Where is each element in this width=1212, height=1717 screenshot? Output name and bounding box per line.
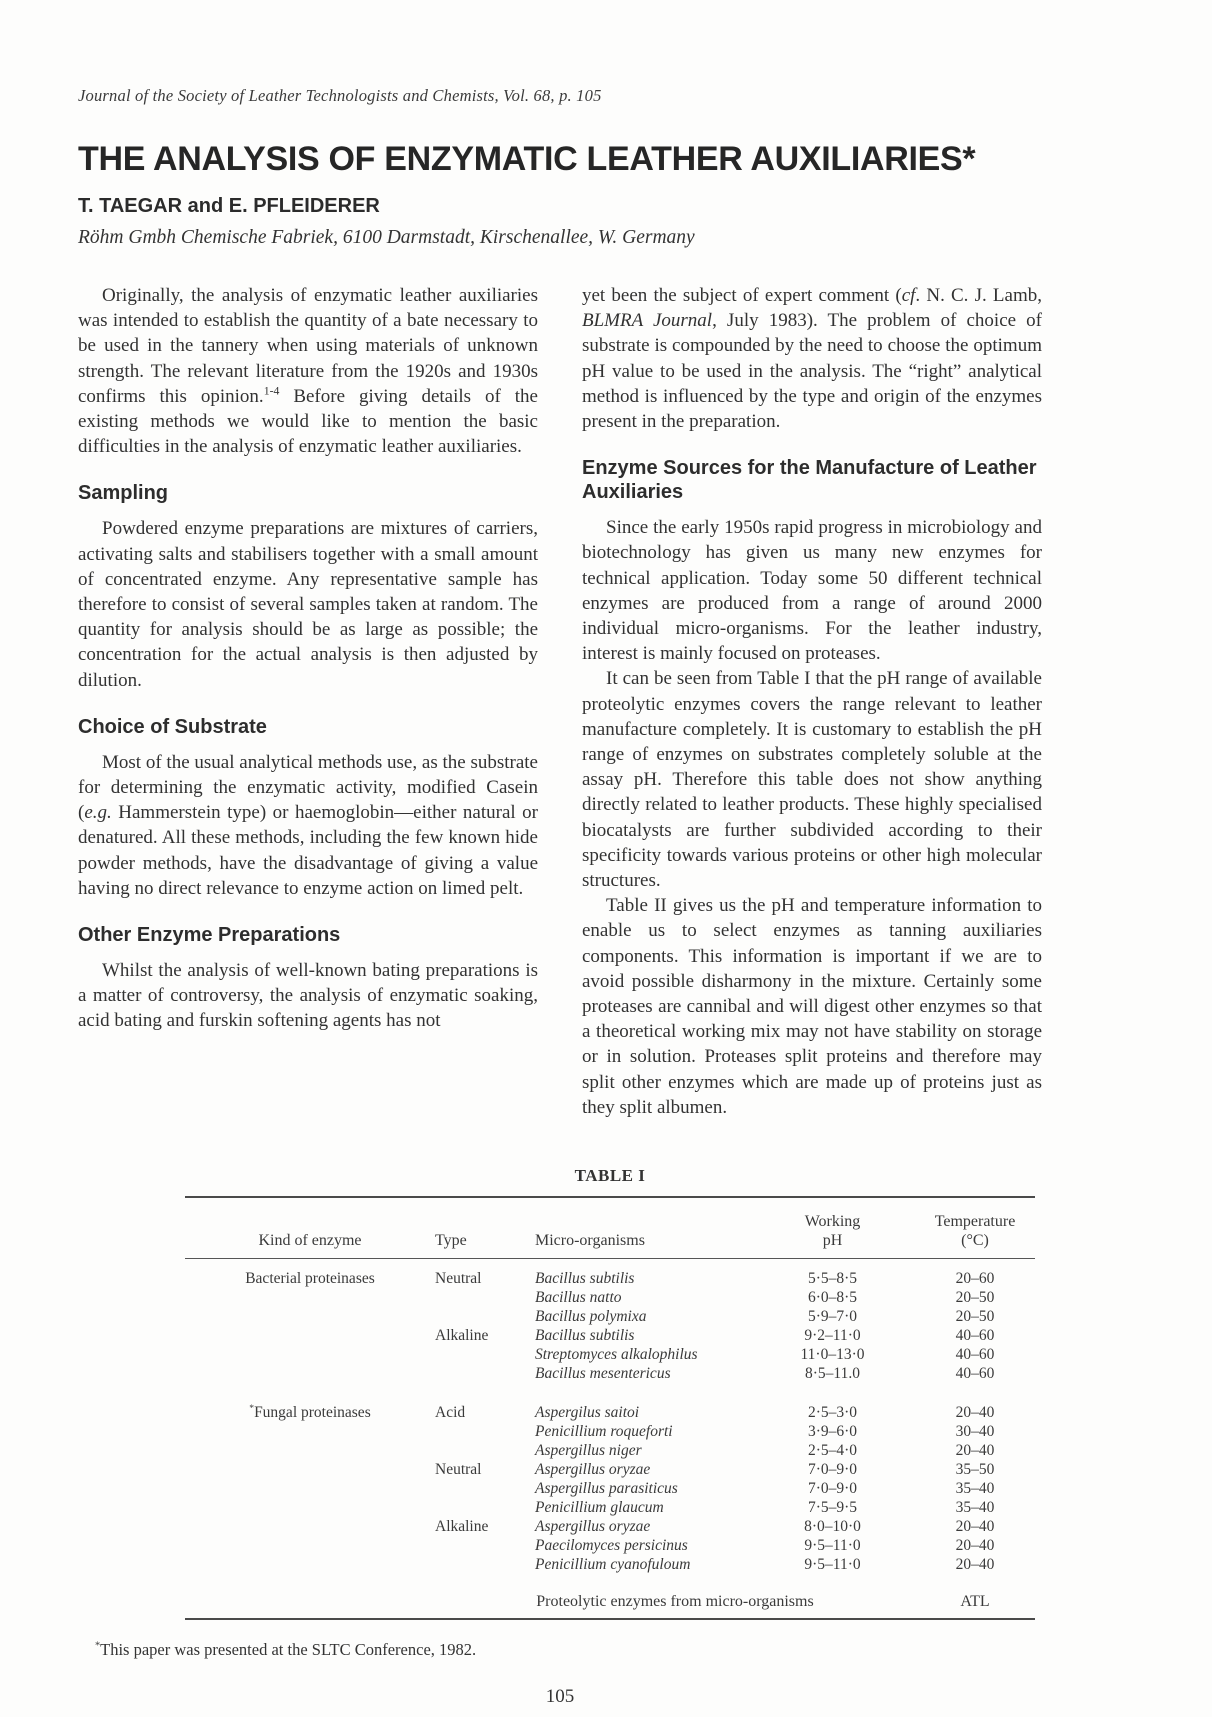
text-segment: Table II gives us the pH and temperature information to enable us to select enzymes as tanning auxiliaries components. This information is important if we are to avoid possible disharmony in the mixture. Certainly some proteases are cannibal and will digest other enzymes so that a theoretical working mix may not have stability on storage or in solution. Proteases split proteins and therefore may split other enzymes which are made up of proteins just as they split albumen. xyxy=(582,895,1042,1118)
footnote-text: This paper was presented at the SLTC Conference, 1982. xyxy=(100,1640,477,1660)
table-cell xyxy=(535,1307,750,1326)
table-cell: 20–50 xyxy=(955,1308,995,1326)
table-row xyxy=(185,1498,1035,1517)
table-cell: 9·5–11·0 xyxy=(804,1556,861,1574)
table-cell xyxy=(185,1517,435,1536)
text-segment: Most of the usual analytical methods use, as the substrate for determining the enzymatic activity, modified Casein ( xyxy=(78,751,538,824)
table-cell: *Fungal proteinases xyxy=(249,1402,371,1422)
table-cell xyxy=(535,1536,750,1555)
table-row xyxy=(185,1326,1035,1345)
table-cell xyxy=(435,1498,535,1517)
table-cell: Alkaline xyxy=(435,1518,489,1536)
table-cell: 3·9–6·0 xyxy=(807,1423,858,1441)
column-header-temperature xyxy=(915,1197,1035,1259)
table-cell xyxy=(535,1383,750,1422)
table1-summary-value: ATL xyxy=(960,1593,990,1611)
table-row xyxy=(185,1383,1035,1422)
table-cell xyxy=(435,1422,535,1441)
table-cell: 40–60 xyxy=(955,1346,995,1364)
table-cell xyxy=(535,1498,750,1517)
table-cell xyxy=(535,1555,750,1574)
table-row xyxy=(185,1479,1035,1498)
table-cell xyxy=(435,1307,535,1326)
organism-name: Penicillium cyanofuloum xyxy=(535,1556,691,1574)
table-cell: Acid xyxy=(435,1404,466,1422)
table-cell: 7·0–9·0 xyxy=(807,1480,858,1498)
column-header-type: Type xyxy=(435,1197,535,1259)
text-segment: Since the early 1950s rapid progress in microbiology and biotechnology has given us many new enzymes for technical application. Today some 50 different technical enzymes are produced from a range of around 2000 individual micro-organisms. For the leather industry, interest is mainly focused on proteases. xyxy=(582,517,1042,665)
paragraph xyxy=(78,516,538,692)
text-segment: e.g. xyxy=(84,802,112,824)
organism-name: Aspergilus saitoi xyxy=(535,1404,640,1422)
table-cell xyxy=(185,1307,435,1326)
table1-summary-row xyxy=(185,1574,1035,1619)
table-cell: 20–40 xyxy=(955,1404,995,1422)
table-row xyxy=(185,1345,1035,1364)
table-cell xyxy=(185,1345,435,1364)
text-segment: Whilst the analysis of well-known bating preparations is a matter of controversy, the analysis of enzymatic soaking, acid bating and furskin softening agents has not xyxy=(78,960,538,1032)
paragraph xyxy=(582,893,1042,1120)
table-cell: Neutral xyxy=(435,1270,482,1288)
table-row xyxy=(185,1307,1035,1326)
table1-summary-empty-cell xyxy=(185,1574,435,1619)
table-cell: 35–50 xyxy=(955,1461,995,1479)
article-body xyxy=(78,283,1042,1120)
section-heading: Choice of Substrate xyxy=(78,715,267,738)
table-cell xyxy=(185,1536,435,1555)
organism-name: Penicillium roqueforti xyxy=(535,1423,673,1441)
right-column xyxy=(582,283,1042,1120)
table-cell: 30–40 xyxy=(955,1423,995,1441)
table-cell: 35–40 xyxy=(955,1499,995,1517)
organism-name: Aspergillus oryzae xyxy=(535,1461,651,1479)
table-cell xyxy=(185,1555,435,1574)
organism-name: Paecilomyces persicinus xyxy=(535,1537,688,1555)
table-cell: 5·5–8·5 xyxy=(807,1270,858,1288)
table-cell: 11·0–13·0 xyxy=(800,1346,865,1364)
table-cell: 9·2–11·0 xyxy=(804,1327,861,1345)
organism-name: Bacillus mesentericus xyxy=(535,1365,671,1383)
table-cell xyxy=(535,1422,750,1441)
table-cell xyxy=(435,1441,535,1460)
organism-name: Streptomyces alkalophilus xyxy=(535,1346,698,1364)
table-cell: 20–40 xyxy=(955,1442,995,1460)
table-row xyxy=(185,1517,1035,1536)
text-segment: It can be seen from Table I that the pH range of available proteolytic enzymes covers the range relevant to leather manufacture completely. It is customary to establish the pH range of enzymes on substrates completely soluble at the assay pH. Therefore this table does not show anything directly related to leather products. These highly specialised biocatalysts are further subdivided according to their specificity towards various proteins or other high molecular structures. xyxy=(582,668,1042,892)
text-segment: BLMRA Journal xyxy=(582,310,713,332)
table-cell: 20–50 xyxy=(955,1289,995,1307)
table-cell xyxy=(435,1364,535,1383)
table-cell xyxy=(435,1345,535,1364)
paragraph xyxy=(582,666,1042,893)
organism-name: Bacillus polymixa xyxy=(535,1308,647,1326)
footnote-marker: * xyxy=(249,1402,255,1414)
table-row xyxy=(185,1259,1035,1289)
table-cell: Bacterial proteinases xyxy=(245,1270,375,1288)
column-header-working-ph-line2: pH xyxy=(822,1232,843,1250)
journal-citation: Journal of the Society of Leather Technologists and Chemists, Vol. 68, p. 105 xyxy=(78,86,602,105)
article-affiliation: Röhm Gmbh Chemische Fabriek, 6100 Darmstadt, Kirschenallee, W. Germany xyxy=(78,227,695,248)
organism-name: Aspergillus oryzae xyxy=(535,1518,651,1536)
table-cell xyxy=(185,1498,435,1517)
table-row xyxy=(185,1422,1035,1441)
footnote-marker: * xyxy=(95,1640,101,1652)
table-cell xyxy=(535,1345,750,1364)
table-cell xyxy=(535,1259,750,1289)
table-cell xyxy=(185,1288,435,1307)
table-cell xyxy=(185,1422,435,1441)
text-segment: Before giving details of the existing methods we would like to mention the basic difficulties in the analysis of enzymatic leather auxiliaries. xyxy=(78,385,538,458)
text-segment: cf xyxy=(901,285,916,306)
text-segment: yet been the subject of expert comment ( xyxy=(582,285,902,306)
text-segment: Powdered enzyme preparations are mixtures of carriers, activating salts and stabilisers together with a small amount of concentrated enzyme. Any representative sample has therefore to consist of several samples taken at random. The quantity for analysis should be as large as possible; the concentration for the actual analysis is then adjusted by dilution. xyxy=(78,518,538,691)
organism-name: Penicillium glaucum xyxy=(535,1499,664,1517)
column-header-micro-organisms: Micro-organisms xyxy=(535,1197,750,1259)
table-cell: 20–60 xyxy=(955,1270,995,1288)
table-cell xyxy=(185,1479,435,1498)
table-row xyxy=(185,1460,1035,1479)
table-cell xyxy=(435,1555,535,1574)
paragraph xyxy=(78,958,538,1034)
text-segment: Hammerstein type) or haemoglobin—either natural or denatured. All these methods, including the few known hide powder methods, have the disadvantage of giving a value having no direct relevance to enzyme action on limed pelt. xyxy=(78,802,538,899)
text-segment: Originally, the analysis of enzymatic leather auxiliaries was intended to establish the quantity of a bate necessary to be used in the tannery when using materials of unknown strength. The relevant literature from the 1920s and 1930s confirms this opinion. xyxy=(78,285,538,407)
table-row xyxy=(185,1364,1035,1383)
table-cell xyxy=(535,1288,750,1307)
organism-name: Aspergillus parasiticus xyxy=(535,1480,678,1498)
article-title: THE ANALYSIS OF ENZYMATIC LEATHER AUXILIARIES* xyxy=(78,140,976,178)
table-cell: 7·5–9·5 xyxy=(807,1499,858,1517)
table-cell: 2·5–3·0 xyxy=(807,1404,858,1422)
paragraph xyxy=(582,283,1042,434)
text-segment: , July 1983). The problem of choice of substrate is compounded by the need to choose the optimum pH value to be used in the analysis. The “right” analytical method is influenced by the type and origin of the enzymes present in the preparation. xyxy=(582,310,1042,433)
column-header-temperature-line1: Temperature xyxy=(934,1213,1016,1231)
left-column xyxy=(78,283,538,1120)
column-header-working-ph-line1: Working xyxy=(804,1213,861,1231)
table-cell: 6·0–8·5 xyxy=(807,1289,858,1307)
table-cell: 2·5–4·0 xyxy=(807,1442,858,1460)
table-row xyxy=(185,1555,1035,1574)
column-header-kind-of-enzyme: Kind of enzyme xyxy=(185,1197,435,1259)
table-cell: 8·0–10·0 xyxy=(804,1518,861,1536)
section-heading: Enzyme Sources for the Manufacture of Leather Auxiliaries xyxy=(582,457,1037,504)
text-segment: . N. C. J. Lamb, xyxy=(915,285,1042,306)
table-cell: 20–40 xyxy=(955,1518,995,1536)
paragraph xyxy=(78,750,538,901)
organism-name: Bacillus subtilis xyxy=(535,1327,635,1345)
table-cell xyxy=(435,1288,535,1307)
table-cell xyxy=(535,1517,750,1536)
table-cell: 8·5–11.0 xyxy=(805,1365,860,1383)
article-authors: T. TAEGAR and E. PFLEIDERER xyxy=(78,195,380,217)
page-number: 105 xyxy=(545,1686,575,1708)
organism-name: Aspergillus niger xyxy=(535,1442,642,1460)
table-cell xyxy=(185,1441,435,1460)
table-cell xyxy=(185,1364,435,1383)
table-cell: 20–40 xyxy=(955,1537,995,1555)
table-cell: 35–40 xyxy=(955,1480,995,1498)
column-header-temperature-line2: (°C) xyxy=(961,1232,989,1250)
section-heading: Sampling xyxy=(78,482,169,505)
table-cell xyxy=(185,1326,435,1345)
table1-header-row xyxy=(185,1197,1035,1259)
table1-summary-label: Proteolytic enzymes from micro-organisms xyxy=(536,1593,814,1611)
table1 xyxy=(185,1196,1035,1620)
footnote xyxy=(95,1640,1042,1660)
table-row xyxy=(185,1288,1035,1307)
organism-name: Bacillus subtilis xyxy=(535,1270,635,1288)
paragraph xyxy=(582,515,1042,666)
section-heading: Other Enzyme Preparations xyxy=(78,924,341,947)
table-cell: 40–60 xyxy=(955,1365,995,1383)
table-cell xyxy=(535,1479,750,1498)
table-cell xyxy=(535,1460,750,1479)
table-cell xyxy=(535,1326,750,1345)
organism-name: Bacillus natto xyxy=(535,1289,622,1307)
table-row xyxy=(185,1441,1035,1460)
table-cell xyxy=(435,1479,535,1498)
table-cell: 40–60 xyxy=(955,1327,995,1345)
table-cell: 9·5–11·0 xyxy=(804,1537,861,1555)
table1-caption: TABLE I xyxy=(574,1166,646,1186)
table-cell xyxy=(435,1536,535,1555)
table-cell: 5·9–7·0 xyxy=(807,1308,858,1326)
table-cell: Alkaline xyxy=(435,1327,489,1345)
table-cell: 7·0–9·0 xyxy=(807,1461,858,1479)
table-cell: Neutral xyxy=(435,1461,482,1479)
table-cell: 20–40 xyxy=(955,1556,995,1574)
table-cell xyxy=(535,1441,750,1460)
table-cell xyxy=(535,1364,750,1383)
text-segment: 1-4 xyxy=(263,384,280,398)
paragraph xyxy=(78,283,538,459)
column-header-working-ph xyxy=(750,1197,915,1259)
table-row xyxy=(185,1536,1035,1555)
table-cell xyxy=(185,1460,435,1479)
